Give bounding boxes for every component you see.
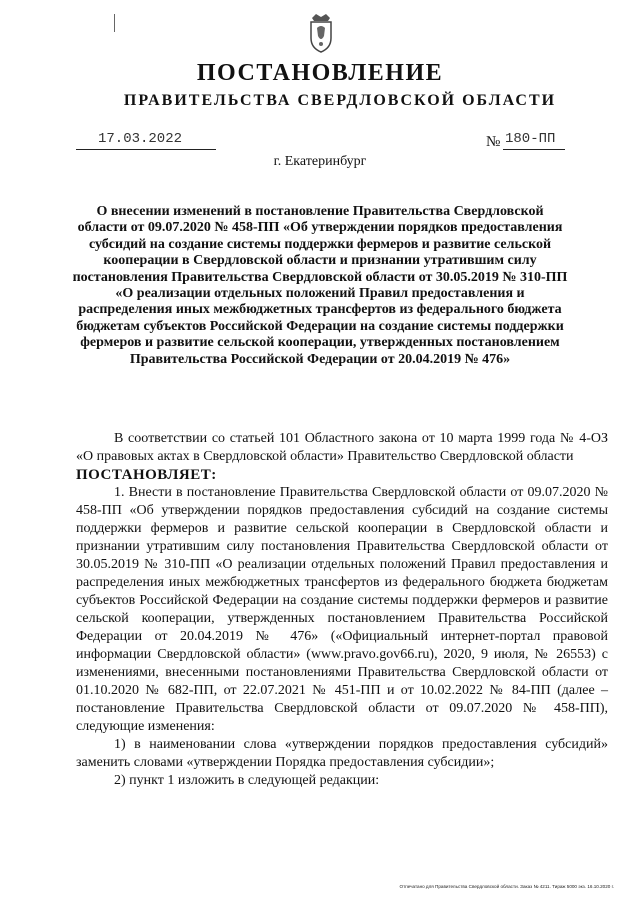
city: г. Екатеринбург — [273, 154, 367, 169]
coat-of-arms-icon — [308, 12, 334, 54]
document-heading: О внесении изменений в постановление Правительства Свердловской области от 09.07.2020 № 458-ПП «Об утверждении порядков предоставления субсидий на создание системы поддержки фермеров и развитие сельской кооперации в Свердловской области и признании утратившим силу постановления Правительства Свердловской области от 30.05.2019 № 310-ПП «О реализации отдельных положений Правил предоставления и распределения иных межбюджетных трансфертов из федерального бюджета бюджетам субъектов Российской Федерации на создание системы поддержки фермеров и развитие сельской кооперации, утвержденных постановлением Правительства Российской Федерации от 20.04.2019 № 476» — [72, 204, 568, 367]
intro-paragraph: В соответствии со статьей 101 Областного закона от 10 марта 1999 года № 4-ОЗ «О правовых актах в Свердловской области» Правительство Свердловской области — [76, 431, 608, 464]
number-sign: № — [486, 134, 501, 150]
print-footer: Отпечатано для Правительства Свердловской области. Заказ № 4211. Тираж 5000 экз. 16.10.2020 г. — [399, 884, 614, 889]
item-1-paragraph: 1. Внести в постановление Правительства Свердловской области от 09.07.2020 № 458-ПП «Об утверждении порядков предоставления субсидий на создание системы поддержки фермеров и развитие сельской кооперации в Свердловской области и признании утратившим силу постановления Правительства Свердловской области от 30.05.2019 № 310-ПП «О реализации отдельных положений Правил предоставления и распределения иных межбюджетных трансфертов из федерального бюджета бюджетам субъектов Российской Федерации на создание системы поддержки фермеров и развитие сельской кооперации, утвержденных постановлением Правительства Российской Федерации от 20.04.2019 № 476» («Официальный интернет-портал правовой информации Свердловской области» (www.pravo.gov66.ru), 2020, 9 июля, № 26553) с изменениями, внесенными постановлениями Правительства Свердловской области от 01.10.2020 № 682-ПП, от 22.07.2021 № 451-ПП и от 10.02.2022 № 84-ПП (далее – постановление Правительства Свердловской области от 09.07.2020 № 458-ПП), следующие изменения: — [76, 485, 608, 734]
date-underline — [76, 149, 216, 150]
resolves-label: ПОСТАНОВЛЯЕТ: — [76, 467, 217, 483]
subitem-1-paragraph: 1) в наименовании слова «утверждении порядков предоставления субсидий» заменить словами «утверждении Порядка предоставления субсидии»; — [76, 737, 608, 770]
document-subtitle: ПРАВИТЕЛЬСТВА СВЕРДЛОВСКОЙ ОБЛАСТИ — [123, 92, 557, 109]
number-underline — [503, 149, 565, 150]
subitem-2-paragraph: 2) пункт 1 изложить в следующей редакции: — [114, 773, 380, 788]
document-title: ПОСТАНОВЛЕНИЕ — [196, 60, 444, 86]
document-body — [76, 430, 608, 790]
document-date: 17.03.2022 — [98, 131, 183, 147]
document-number: 180-ПП — [505, 131, 556, 147]
scan-mark — [114, 14, 117, 32]
